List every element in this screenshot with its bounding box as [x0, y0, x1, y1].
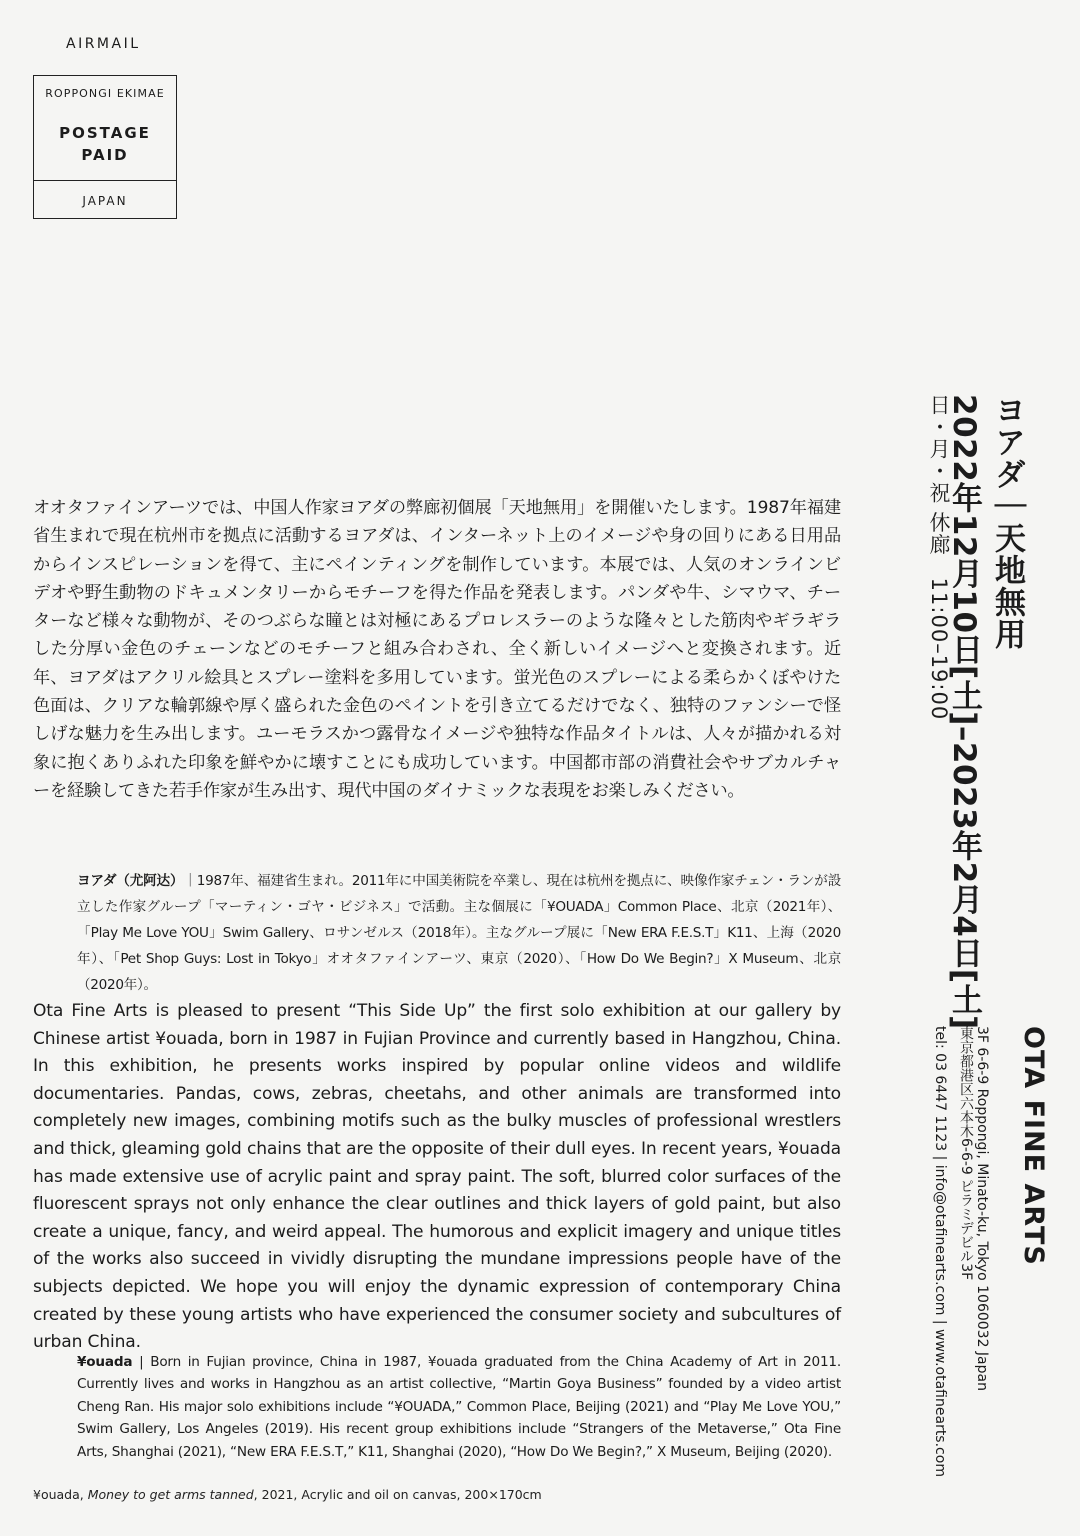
stamp-postage-paid: [34, 122, 176, 166]
gallery-address-jp: 東京都港区六本木6-6-9 ピラミデビル3F: [958, 1026, 974, 1281]
english-bio-text: | Born in Fujian province, China in 1987, ¥ouada graduated from the China Academy of Art in 2011. Currently lives and works in Hangzhou as an artist collective, “Martin Goya Business” founded by a video artist Cheng Ran. His major solo exhibitions include “¥OUADA,” Common Place, Beijing (2021) and “Play Me Love YOU,” Swim Gallery, Los Angeles (2019). His recent group exhibitions include “Strangers of the Metaverse,” Ota Fine Arts, Shanghai (2021), “New ERA F.E.S.T,” K11, Shanghai (2020), “How Do We Begin?,” X Museum, Beijing (2020).: [77, 1354, 841, 1460]
english-bio-name: ¥ouada: [77, 1354, 133, 1370]
postage-stamp: [33, 75, 177, 219]
stamp-country: JAPAN: [82, 194, 128, 208]
caption-artist: ¥ouada,: [33, 1487, 88, 1502]
gallery-name: OTA FINE ARTS: [1018, 1026, 1049, 1266]
japanese-artist-bio: [77, 868, 841, 998]
english-statement: Ota Fine Arts is pleased to present “This Side Up” the first solo exhibition at our gallery by Chinese artist ¥ouada, born in 1987 in Fujian Province and currently based in Hangzhou, China. In this exhibition, he presents works inspired by popular online videos and wildlife documentaries. Pandas, cows, zebras, cheetahs, and other animals are transformed into completely new images, combining motifs such as the bulky muscles of professional wrestlers and thick, gleaming gold chains that are the opposite of their dull eyes. In recent years, ¥ouada has made extensive use of acrylic paint and spray paint. The soft, blurred color surfaces of the fluorescent sprays not only enhance the clear outlines and thick layers of gold paint, but also create a unique, fancy, and weird appeal. The humorous and explicit imagery and unique titles of the works also succeed in vividly disrupting the mundane impressions people have of the subjects depicted. We hope you will enjoy the dynamic expression of contemporary China created by these young artists who have experienced the consumer society and subcultures of urban China.: [33, 1001, 841, 1353]
gallery-address-en: 3F 6-6-9 Roppongi, Minato-ku, Tokyo 1060032 Japan: [974, 1026, 990, 1391]
gallery-contact: tel: 03 6447 1123 | info@otafinearts.com | www.otafinearts.com: [932, 1026, 948, 1477]
english-artist-bio: [77, 1351, 841, 1463]
japanese-bio-name: ヨアダ（尤阿达）: [77, 873, 184, 889]
stamp-location: ROPPONGI EKIMAE: [45, 87, 165, 100]
airmail-label: AIRMAIL: [66, 36, 141, 52]
caption-title: Money to get arms tanned: [87, 1487, 254, 1502]
japanese-bio-text: ｜1987年、福建省生まれ。2011年に中国美術院を卒業し、現在は杭州を拠点に、映像作家チェン・ランが設立した作家グループ「マーティン・ゴヤ・ビジネス」で活動。主な個展に「¥OUADA」Common Place、北京（2021年）、「Play Me Love YOU」Swim Gallery、ロサンゼルス（2018年）。主なグループ展に「New ERA F.E.S.T」K11、上海（2020年）、「Pet Shop Guys: Lost in Tokyo」オオタファインアーツ、東京（2020）、「How Do We Begin?」X Museum、北京（2020年）。: [77, 873, 841, 993]
exhibition-hours: 日・月・祝 休廊 11:00–19:00: [927, 394, 951, 721]
stamp-paid: PAID: [81, 146, 129, 164]
caption-details: , 2021, Acrylic and oil on canvas, 200×170cm: [253, 1487, 542, 1502]
exhibition-title: ヨアダ｜天地無用: [989, 394, 1025, 650]
stamp-divider: [34, 180, 176, 181]
japanese-statement: オオタファインアーツでは、中国人作家ヨアダの弊廊初個展「天地無用」を開催いたします。1987年福建省生まれで現在杭州市を拠点に活動するヨアダは、インターネット上のイメージや身の回りにある日用品からインスピレーションを得て、主にペインティングを制作しています。本展では、人気のオンラインビデオや野生動物のドキュメンタリーからモチーフを得た作品を発表します。パンダや牛、シマウマ、チーターなど様々な動物が、そのつぶらな瞳とは対極にあるプロレスラーのような隆々とした筋肉やギラギラした分厚い金色のチェーンなどのモチーフと組み合わされ、全く新しいイメージへと変換されます。近年、ヨアダはアクリル絵具とスプレー塗料を多用しています。蛍光色のスプレーによる柔らかくぼやけた色面は、クリアな輪郭線や厚く盛られた金色のペイントを引き立てるだけでなく、独特のファンシーで怪しげな魅力を生み出します。ユーモラスかつ露骨なイメージや独特な作品タイトルは、人々が描かれる対象に抱くありふれた印象を鮮やかに壊すことにも成功しています。中国都市部の消費社会やサブカルチャーを経験してきた若手作家が生み出す、現代中国のダイナミックな表現をお楽しみください。: [33, 498, 841, 801]
stamp-postage: POSTAGE: [59, 124, 151, 142]
exhibition-dates: 2022年12月10日[土]–2023年2月4日[土]: [946, 394, 982, 1030]
artwork-caption: [33, 1487, 542, 1502]
